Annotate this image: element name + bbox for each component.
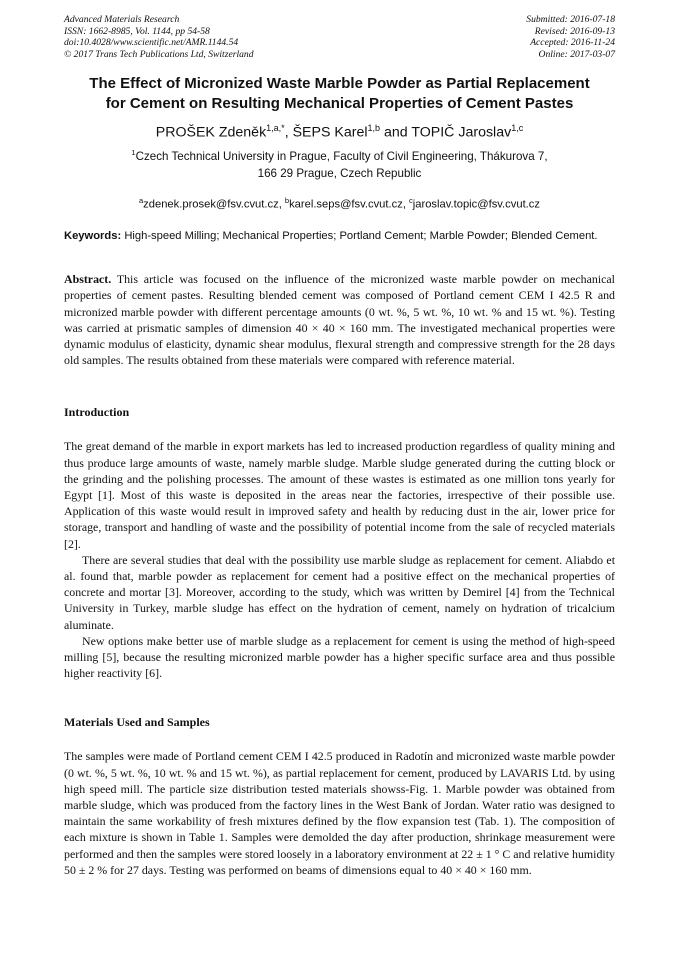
journal-header (64, 14, 615, 60)
email-link[interactable]: zdenek.prosek@fsv.cvut.cz (143, 198, 279, 211)
paper-title (64, 74, 615, 114)
affiliation-line-2: 166 29 Prague, Czech Republic (257, 166, 422, 180)
email-link[interactable]: jaroslav.topic@fsv.cvut.cz (412, 198, 540, 211)
title-line-1: The Effect of Micronized Waste Marble Powder as Partial Replacement (89, 75, 590, 93)
copyright-line: © 2017 Trans Tech Publications Ltd, Switzerland (64, 48, 254, 60)
author-name: ŠEPS Karel (292, 125, 368, 142)
publication-dates (526, 14, 615, 60)
email-superscript: c (409, 195, 413, 205)
doi-line: doi:10.4028/www.scientific.net/AMR.1144.54 (64, 37, 239, 49)
author-superscript: 1,a,* (266, 123, 285, 134)
author-superscript: 1,b (367, 123, 381, 134)
issn-line: ISSN: 1662-8985, Vol. 1144, pp 54-58 (64, 25, 210, 37)
intro-paragraph-1: The great demand of the marble in export markets has led to increased production regardless of quality mining and thus produce large amounts of waste, namely marble sludge. Marble sludge generated during the cutting block or the grinding and the polishing processes. The amount of these wastes is estimated as one million tons yearly for Egypt [1]. Most of this waste is deposited in the areas near the factories, irrespective of their possible use. Application of this waste would result in improved safety and health by reducing dust in the air, lower price for storage, transport and handling of waste and the possibility of potential income from the sale of recycled materials [2]. (64, 439, 615, 551)
author-name: TOPIČ Jaroslav (411, 125, 512, 142)
author-separator: , (284, 125, 293, 142)
accepted-date: Accepted: 2016-11-24 (530, 37, 615, 49)
author-list (64, 119, 615, 142)
intro-paragraph-2: There are several studies that deal with the possibility use marble sludge as replacement for cement. Aliabdo et al. found that, marble powder as replacement for cement had a positive effect on the mechanical properties of concrete and mortar [3]. Moreover, according to the study, which was written by Demirel [4] from the Technical University in Turkey, marble sludge has effect on the hydration of cement, namely on hydration of tricalcium aluminate. (64, 552, 615, 632)
title-line-2: for Cement on Resulting Mechanical Properties of Cement Pastes (105, 95, 574, 113)
paper-page (64, 14, 615, 878)
author-name: PROŠEK Zdeněk (155, 125, 267, 142)
keywords (64, 229, 615, 245)
journal-info (64, 14, 254, 60)
section-heading-materials: Materials Used and Samples (64, 715, 210, 730)
online-date: Online: 2017-03-07 (538, 48, 615, 60)
keywords-text: High-speed Milling; Mechanical Properties; Portland Cement; Marble Powder; Blended Cement. (124, 229, 598, 242)
intro-paragraph-3: New options make better use of marble sludge as a replacement for cement is using the method of high-speed milling [5], because the resulting micronized marble powder has a higher specific surface area and thus possible higher reactivity [6]. (64, 633, 615, 681)
keywords-label: Keywords: (64, 229, 122, 242)
section-heading-introduction: Introduction (64, 405, 130, 420)
affiliation (64, 144, 615, 182)
author-emails: $^a$zdenek.prosek@fsv.cvut.cz, $^b$karel.seps@fsv.cvut.cz, $^c$jaroslav.topic@fsv.cvut.cz (139, 195, 540, 211)
abstract-text: This article was focused on the influence of the micronized waste marble powder on mechanical properties of cement pastes. Resulting blended cement was composed of Portland cement CEM I 42.5 R and micronized marble powder with different percentage amounts (0 wt. %, 5 wt. %, 10 wt. % and 15 wt. %). Testing was carried at prismatic samples of dimension 40 × 40 × 160 mm. The investigated mechanical properties were dynamic modulus of elasticity, dynamic shear modulus, flexural strength and compressive strength for the 28 days old samples. The results obtained from these materials were compared with reference material. (64, 272, 615, 368)
materials-paragraph-1: The samples were made of Portland cement CEM I 42.5 produced in Radotín and micronized waste marble powder (0 wt. %, 5 wt. %, 10 wt. % and 15 wt. %), as partial replacement for cement, produced by LAVARIS Ltd. by using high speed mill. The particle size distribution tested materials showss-Fig. 1. Marble powder was obtained from marble sludge, which was produced from the factory lines in the West Bank of Jordan. Water ratio was designed to maintain the same workability of fresh mixtures defined by the flow expansion test (Tab. 1). The composition of each mixture is shown in Table 1. Samples were demolded the day after production, shrinkage measurement were performed and then the samples were stored loosely in a laboratory environment at 22 ± 1 ° C and relative humidity 50 ± 2 % for 27 days. Testing was performed on beams of dimensions equal to 40 × 40 × 160 mm. (64, 749, 615, 877)
author-superscript: 1,c (511, 123, 524, 134)
email-link[interactable]: karel.seps@fsv.cvut.cz (289, 198, 403, 211)
author-separator: and (380, 125, 412, 142)
submitted-date: Submitted: 2016-07-18 (526, 14, 615, 25)
abstract (64, 271, 615, 368)
affiliation-line-1: $^1$Czech Technical University in Prague, Faculty of Civil Engineering, Thákurova 7, (131, 148, 548, 163)
email-superscript: b (284, 195, 290, 205)
email-superscript: a (139, 195, 144, 205)
journal-name: Advanced Materials Research (64, 14, 180, 25)
affiliation-superscript: 1 (131, 148, 136, 158)
revised-date: Revised: 2016-09-13 (534, 25, 615, 37)
abstract-label: Abstract. (64, 272, 112, 287)
